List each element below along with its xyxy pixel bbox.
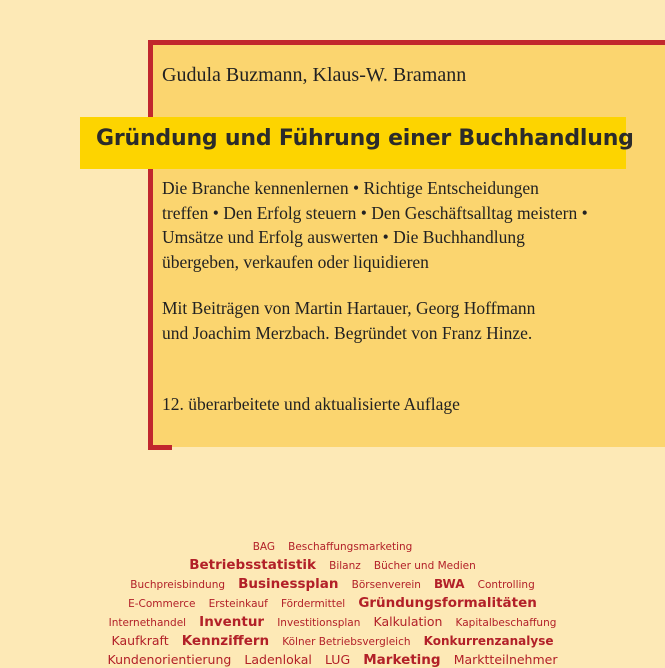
keyword: BWA	[434, 577, 465, 591]
keyword: Konkurrenzanalyse	[423, 634, 554, 648]
keyword: Betriebsstatistik	[189, 557, 317, 573]
keyword: Bücher und Medien	[373, 560, 476, 572]
keyword: LUG	[324, 652, 351, 667]
keyword: Ladenlokal	[244, 652, 312, 667]
book-title: Gründung und Führung einer Buchhandlung	[96, 126, 634, 151]
keyword: Inventur	[199, 614, 265, 630]
keyword: Kalkulation	[373, 614, 443, 629]
keyword: E-Commerce	[128, 598, 196, 610]
keyword: Beschaffungsmarketing	[288, 541, 413, 553]
contributors-note	[162, 296, 642, 345]
keyword: Controlling	[477, 579, 535, 591]
keyword: Kapitalbeschaffung	[455, 617, 557, 629]
accent-bar-top	[148, 40, 665, 45]
description-line: Die Branche kennenlernen • Richtige Entscheidungen	[162, 178, 539, 198]
keyword: Börsenverein	[351, 579, 421, 591]
keyword: Bilanz	[329, 560, 361, 572]
cloud-line	[0, 630, 665, 649]
keyword: BAG	[252, 541, 276, 553]
contributors-line: Mit Beiträgen von Martin Hartauer, Georg Hoffmann	[162, 298, 536, 318]
book-authors: Gudula Buzmann, Klaus-W. Bramann	[162, 64, 467, 86]
keyword: Businessplan	[238, 576, 339, 592]
cloud-line	[0, 649, 665, 668]
description-line: Umsätze und Erfolg auswerten • Die Buchhandlung	[162, 227, 525, 247]
keyword: Ersteinkauf	[208, 598, 268, 610]
keyword: Marktteilnehmer	[453, 652, 558, 667]
cloud-line	[0, 592, 665, 611]
cloud-line	[0, 535, 665, 554]
description-line: treffen • Den Erfolg steuern • Den Geschäftsalltag meistern •	[162, 202, 588, 223]
keyword: Buchpreisbindung	[130, 579, 226, 591]
keyword: Kennziffern	[181, 633, 270, 649]
keyword: Kundenorientierung	[107, 652, 232, 667]
keyword: Marketing	[363, 652, 441, 668]
contributors-line: und Joachim Merzbach. Begründet von Franz Hinze.	[162, 322, 533, 343]
cloud-line	[0, 573, 665, 592]
keyword: Internethandel	[108, 617, 187, 629]
accent-bar-left	[148, 40, 153, 450]
accent-bar-bottom	[148, 445, 172, 450]
keyword: Investitionsplan	[277, 617, 361, 629]
keyword: Gründungsformalitäten	[358, 595, 537, 611]
keyword: Kaufkraft	[111, 633, 169, 648]
cloud-line	[0, 554, 665, 573]
keyword: Kölner Betriebsvergleich	[282, 636, 411, 648]
description-line: übergeben, verkaufen oder liquidieren	[162, 251, 429, 272]
cloud-line	[0, 611, 665, 630]
keyword: Fördermittel	[280, 598, 346, 610]
edition-note: 12. überarbeitete und aktualisierte Auflage	[162, 394, 460, 414]
book-description	[162, 176, 642, 274]
